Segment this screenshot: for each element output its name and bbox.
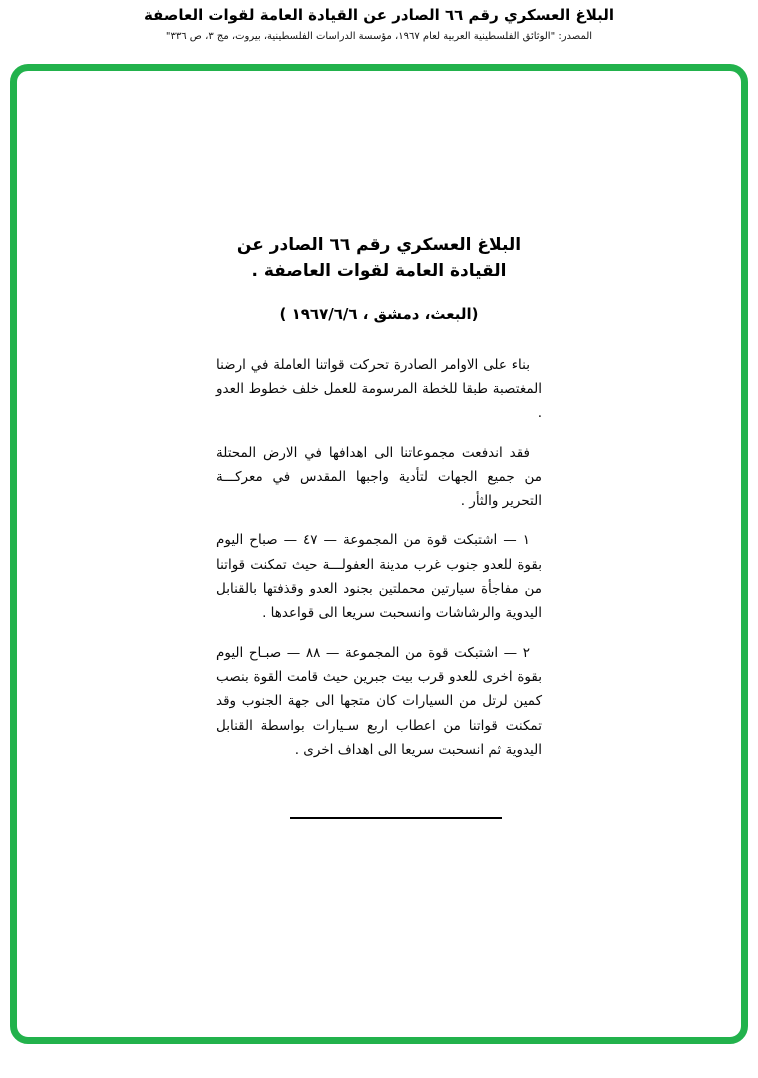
header-source-citation: المصدر: "الوثائق الفلسطينية العربية لعام ١٩٦٧، مؤسسة الدراسات الفلسطينية، بيروت، مج ٣، ص ٣٣٦" <box>165 31 593 42</box>
paragraph-item-1: ١ — اشتبكت قوة من المجموعة — ٤٧ — صباح اليوم بقوة للعدو جنوب غرب مدينة العفولـــة حيث تمكنت قواتنا من مفاجأة سيارتين محملتين بجنود العدو وقذفتها بالقنابل اليدوية والرشاشات وانسحبت سريعا الى قواعدها . <box>216 532 542 622</box>
document-body <box>216 232 542 777</box>
header-title: البلاغ العسكري رقم ٦٦ الصادر عن القيادة العامة لقوات العاصفة <box>143 6 615 24</box>
page-header <box>0 6 758 42</box>
paragraph-intro: بناء على الاوامر الصادرة تحركت قواتنا العاملة في ارضنا المغتصبة طبقا للخطة المرسومة للعمل خلف خطوط العدو . <box>216 356 542 422</box>
paragraph-item-2: ٢ — اشتبكت قوة من المجموعة — ٨٨ — صبـاح اليوم بقوة اخرى للعدو قرب بيت جبرين حيث قامت القوة بنصب كمين لرتل من السيارات كان متجها الى جهة الجنوب وقد تمكنت قواتنا من اعطاب اربع سـيارات بواسطة القنابل اليدوية ثم انسحبت سريعا الى اهداف اخرى . <box>216 644 542 758</box>
document-dateline: (البعث، دمشق ، ١٩٦٧/٦/٦ ) <box>279 304 479 323</box>
paragraph-advance: فقد اندفعت مجموعاتنا الى اهدافها في الارض المحتلة من جميع الجهات لتأدية واجبها المقدس في معركـــة التحرير والثأر . <box>216 444 542 510</box>
bottom-separator-line <box>290 817 502 819</box>
document-title: البلاغ العسكري رقم ٦٦ الصادر عن القيادة العامة لقوات العاصفة . <box>236 235 522 282</box>
